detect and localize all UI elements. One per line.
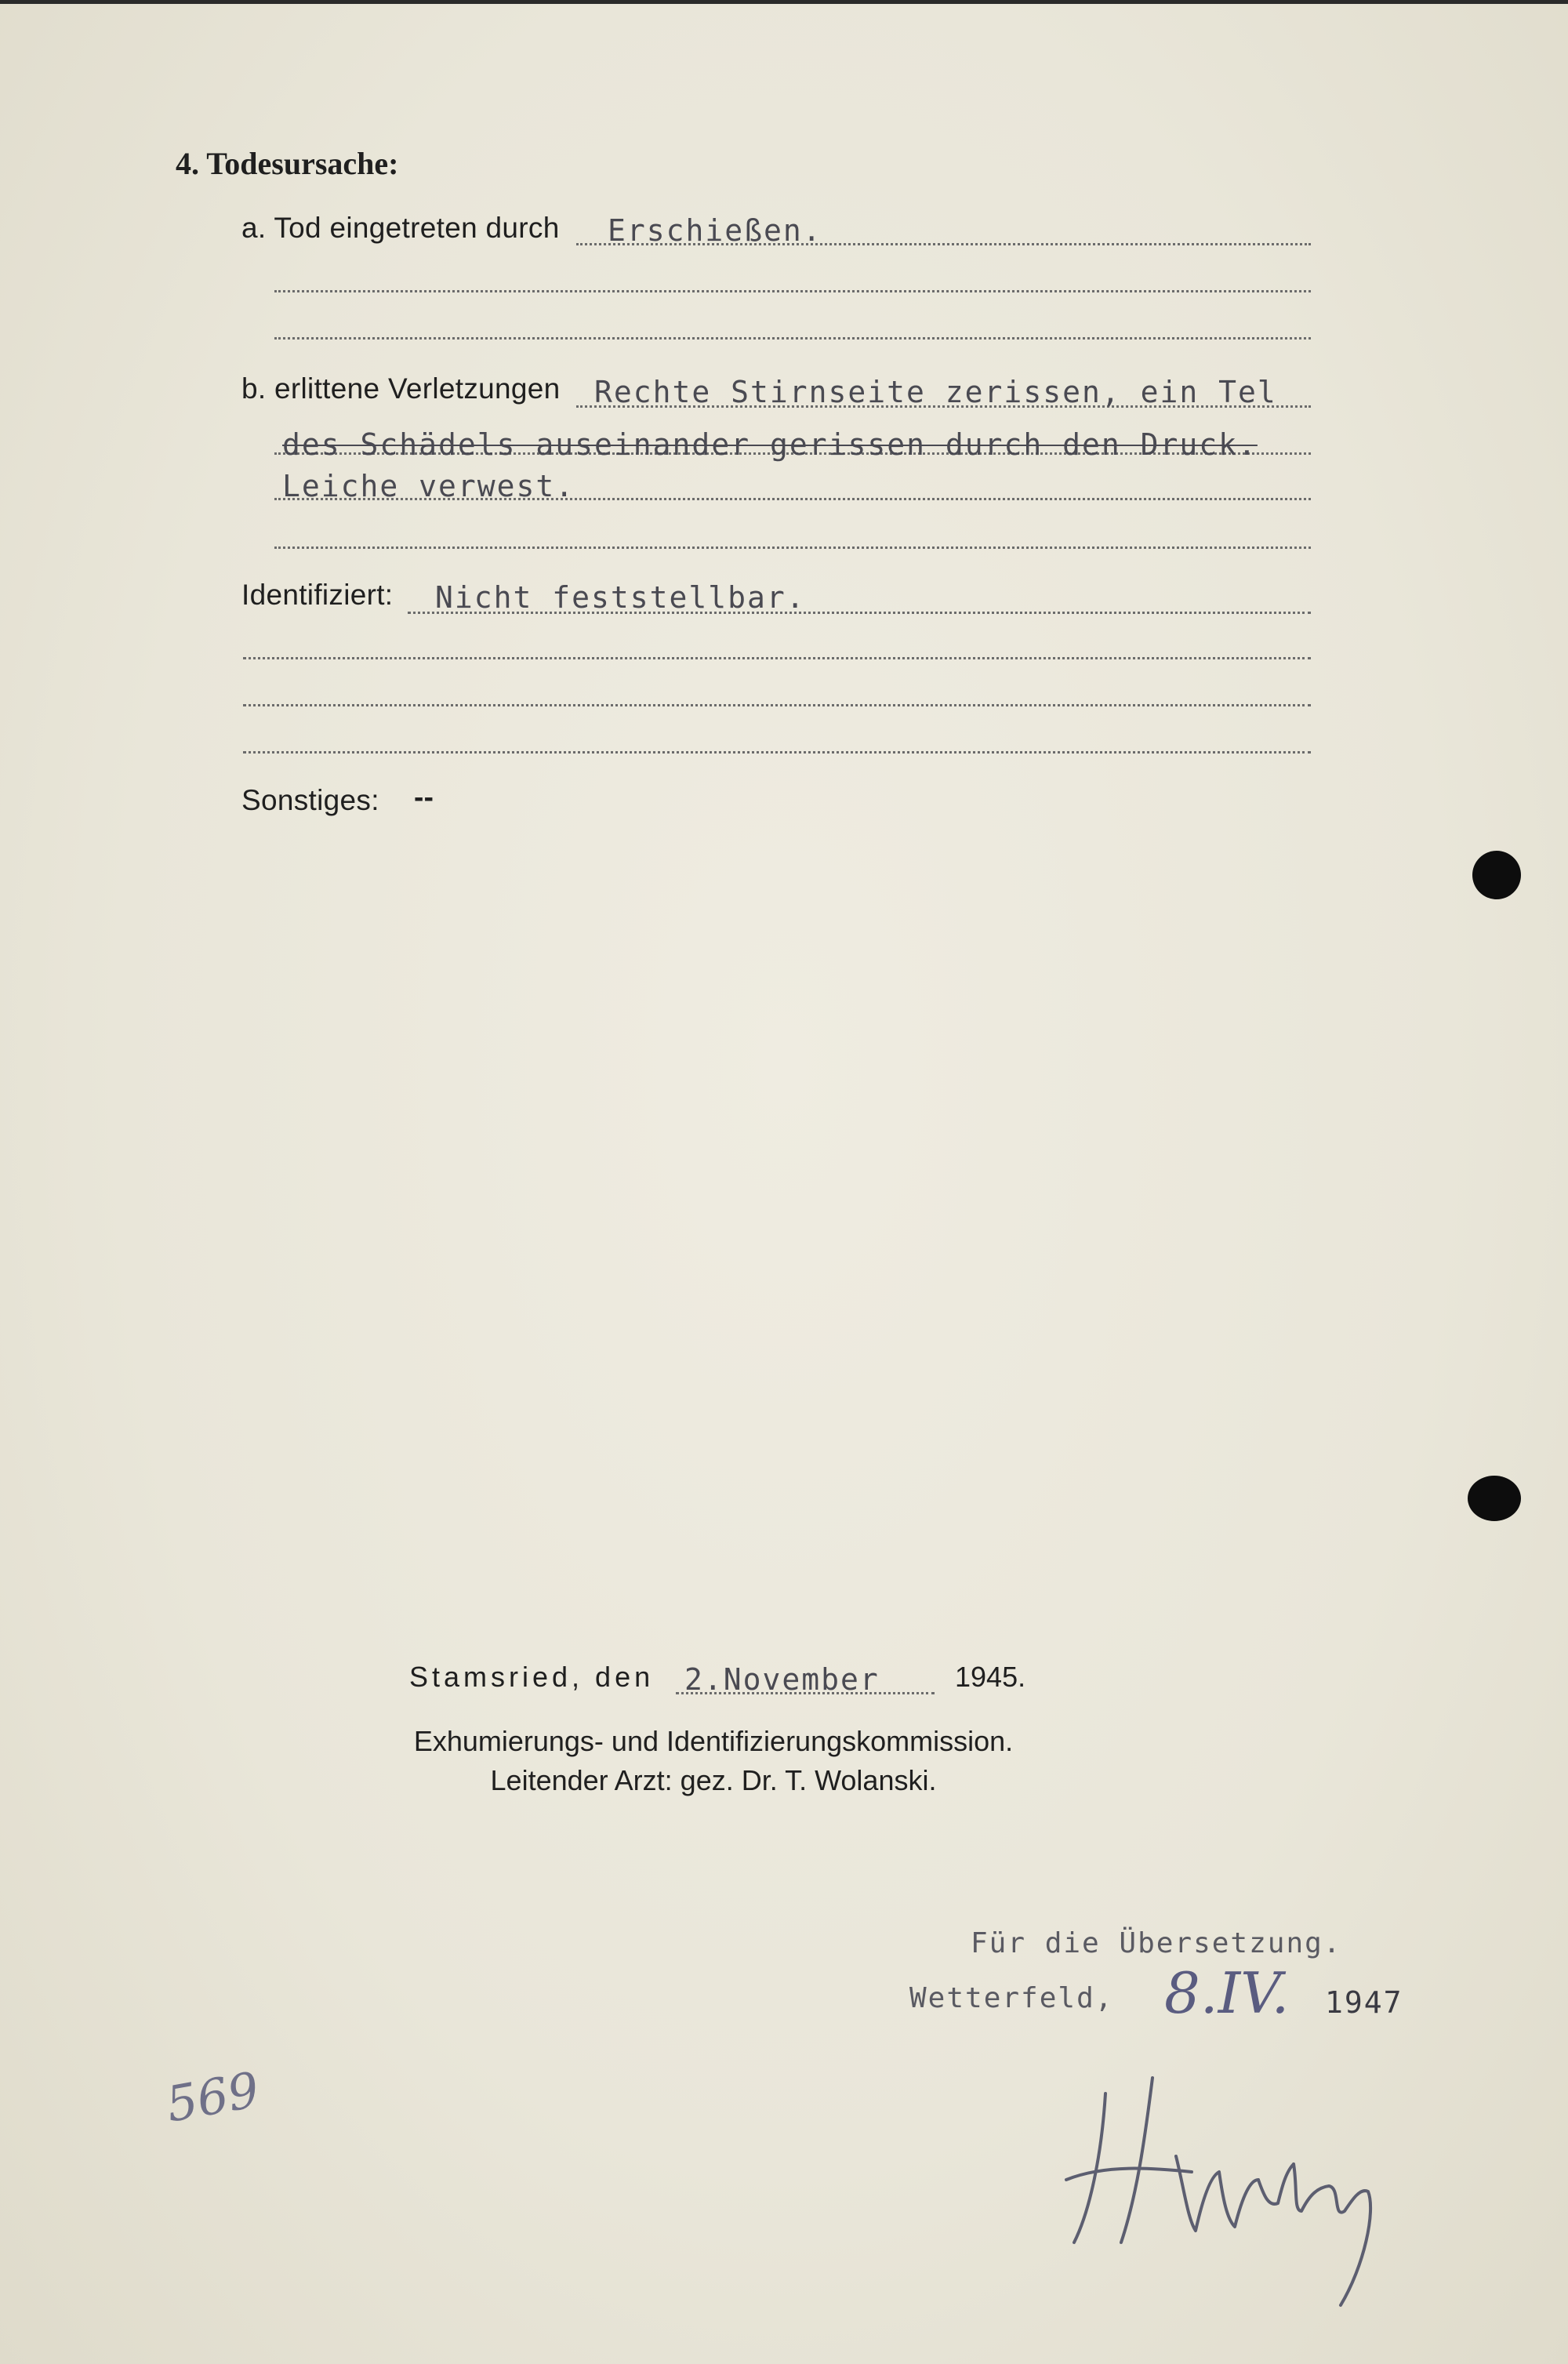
- place-text: Stamsried, den: [409, 1661, 655, 1693]
- identified-line-4: [243, 751, 1311, 754]
- cause-line-3: [274, 337, 1311, 340]
- scan-top-edge: [0, 0, 1568, 4]
- punch-hole-top: [1472, 851, 1521, 899]
- cause-line-2: [274, 290, 1311, 292]
- commission-doctor: Leitender Arzt: gez. Dr. T. Wolanski.: [490, 1764, 937, 1796]
- translation-note: Für die Übersetzung.: [971, 1927, 1342, 1959]
- pencil-archive-number: 569: [162, 2061, 263, 2133]
- identified-label: Identifiziert:: [241, 579, 394, 611]
- identified-line-2: [243, 657, 1311, 659]
- handwritten-signature: [1058, 2062, 1388, 2321]
- translation-date: 8.IV.: [1164, 1960, 1290, 2026]
- injuries-value-line-1: Rechte Stirnseite zerissen, ein Tel: [594, 375, 1277, 409]
- punch-hole-bottom: [1468, 1476, 1521, 1521]
- section-title: Todesursache:: [206, 146, 399, 181]
- year-text: 1945.: [955, 1661, 1026, 1693]
- other-label: Sonstiges:: [241, 784, 379, 816]
- injuries-line-4: [274, 547, 1311, 549]
- section-heading: [176, 145, 399, 182]
- other-value: --: [414, 781, 434, 813]
- cause-value: Erschießen.: [608, 213, 822, 248]
- section-number: 4.: [176, 146, 199, 181]
- commission-name: Exhumierungs- und Identifizierungskommission.: [413, 1725, 1014, 1757]
- injuries-value-line-3: Leiche verwest.: [282, 469, 575, 503]
- identified-line-3: [243, 704, 1311, 706]
- date-value: 2.November: [684, 1662, 880, 1697]
- injuries-label: b. erlittene Verletzungen: [241, 372, 561, 405]
- identified-value: Nicht feststellbar.: [435, 580, 806, 615]
- translation-place: Wetterfeld,: [909, 1982, 1114, 2014]
- cause-label: a. Tod eingetreten durch: [241, 212, 560, 244]
- translation-year: 1947: [1325, 1985, 1403, 2020]
- injuries-value-line-2: des Schädels auseinander gerissen durch den Druck.: [282, 427, 1258, 462]
